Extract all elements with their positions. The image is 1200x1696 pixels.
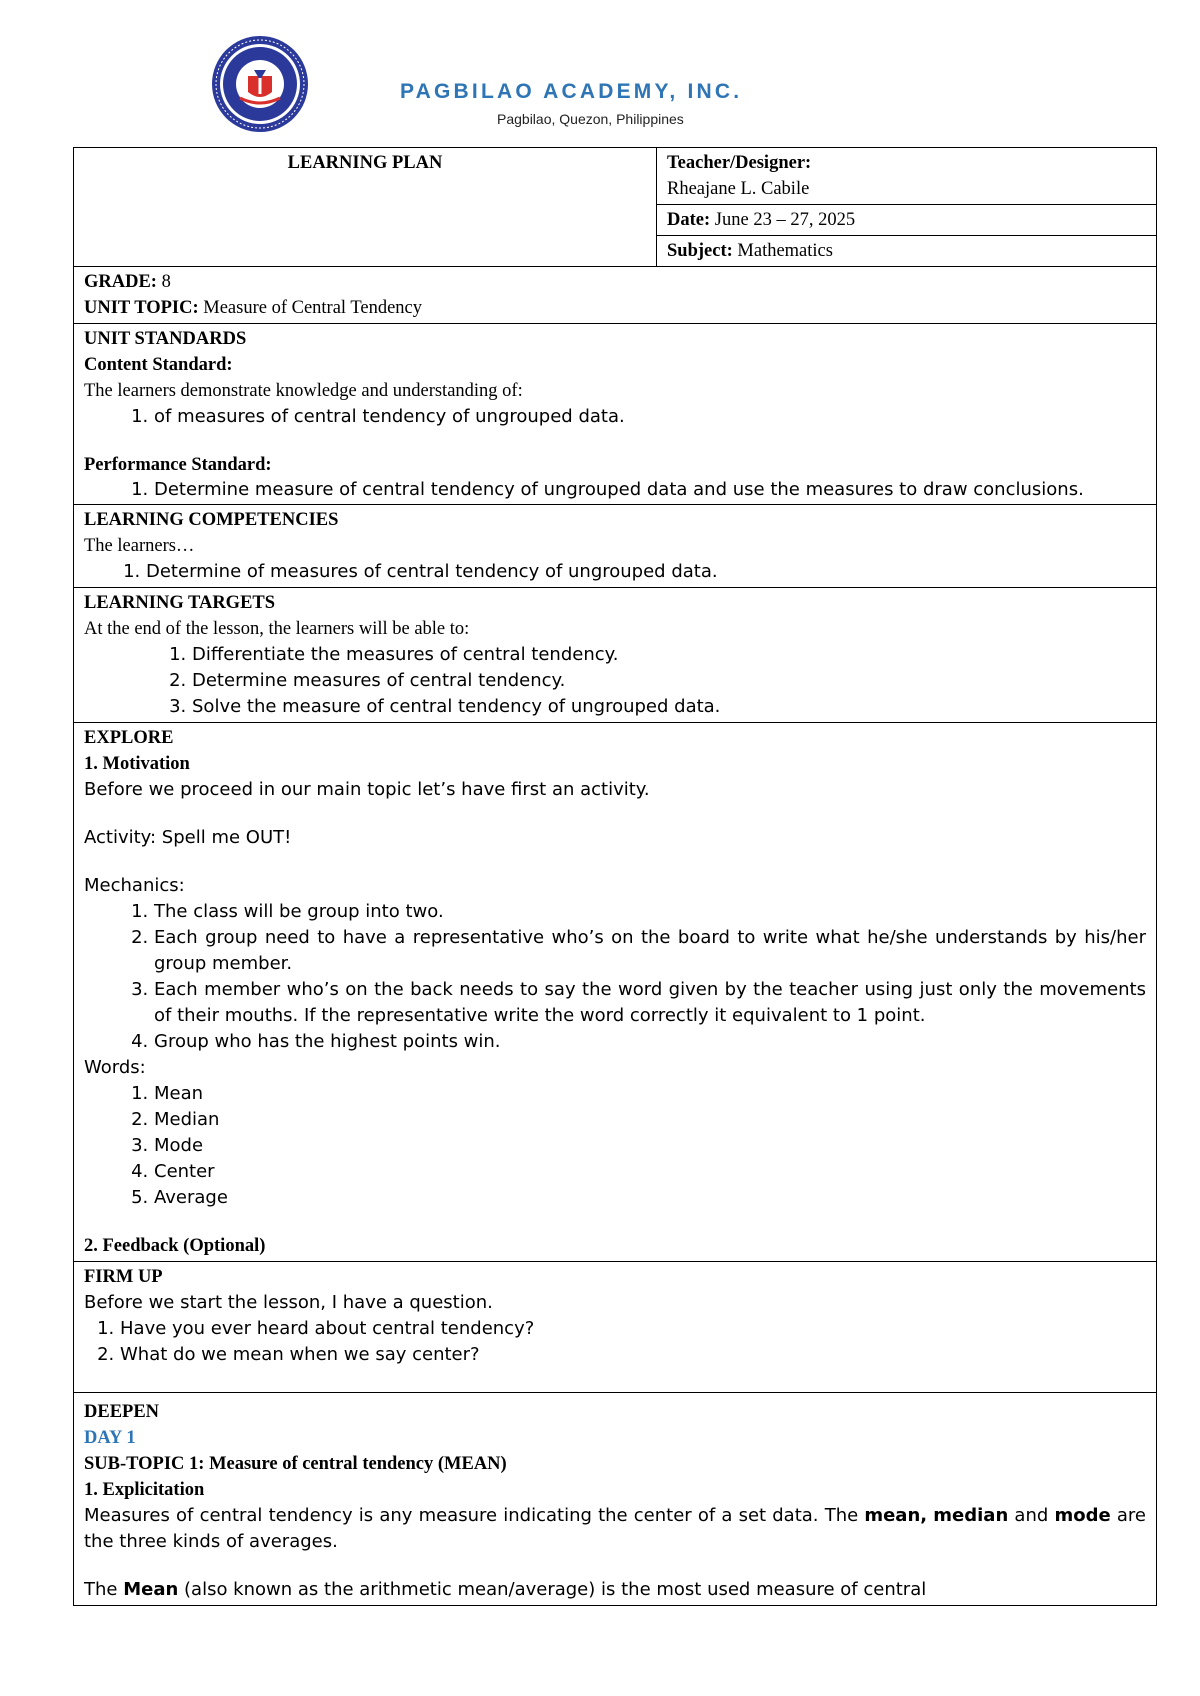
competencies-intro: The learners… xyxy=(84,536,195,556)
date-value: June 23 – 27, 2025 xyxy=(710,210,856,230)
subject-value: Mathematics xyxy=(732,241,833,261)
list-item: 1. The class will be group into two. xyxy=(154,899,1146,925)
list-item: 2. Each group need to have a representative who’s on the board to write what he/she understands by his/her group member. xyxy=(154,925,1146,977)
day-label: DAY 1 xyxy=(84,1428,136,1448)
list-item: 1. of measures of central tendency of ungrouped data. xyxy=(154,404,1146,430)
list-item: 2. What do we mean when we say center? xyxy=(120,1342,1146,1368)
unit-standards-heading: UNIT STANDARDS xyxy=(84,329,247,349)
words-list xyxy=(84,1081,1146,1211)
date-cell xyxy=(657,205,1157,236)
list-item: 2. Median xyxy=(154,1107,1146,1133)
performance-standard-list xyxy=(84,478,1146,502)
paragraph-text: Measures of central tendency is any measure indicating the center of a set data. The xyxy=(84,1505,865,1526)
firm-up-heading: FIRM UP xyxy=(84,1267,163,1287)
mechanics-list xyxy=(84,899,1146,1055)
list-item: 1. Differentiate the measures of central tendency. xyxy=(192,642,1146,668)
firm-up-list xyxy=(84,1316,1146,1368)
school-seal-logo xyxy=(210,34,310,134)
info-row xyxy=(74,148,1157,205)
date-label: Date: xyxy=(667,210,711,230)
activity-text: Activity: Spell me OUT! xyxy=(84,827,292,848)
motivation-text: Before we proceed in our main topic let’s have first an activity. xyxy=(84,779,650,800)
grade-cell xyxy=(74,267,1157,324)
competencies-cell xyxy=(74,505,1157,588)
plan-title-cell xyxy=(74,148,657,267)
content-standard-label: Content Standard: xyxy=(84,355,233,375)
learning-plan-table xyxy=(73,147,1157,1606)
paragraph-text: (also known as the arithmetic mean/average) is the most used measure of central xyxy=(178,1579,927,1600)
grade-label: GRADE: xyxy=(84,272,157,292)
list-item: 1. Mean xyxy=(154,1081,1146,1107)
list-item: 3. Mode xyxy=(154,1133,1146,1159)
list-item: 4. Group who has the highest points win. xyxy=(154,1029,1146,1055)
subtopic-label: SUB-TOPIC 1: Measure of central tendency (MEAN) xyxy=(84,1454,507,1474)
list-item: 3. Each member who’s on the back needs to say the word given by the teacher using just only the movements of their mouths. If the representative write the word correctly it equivalent to 1 point. xyxy=(154,977,1146,1029)
list-item: 4. Center xyxy=(154,1159,1146,1185)
grade-value: 8 xyxy=(156,272,171,292)
explicitation-label: 1. Explicitation xyxy=(84,1480,205,1500)
teacher-name: Rheajane L. Cabile xyxy=(667,179,810,199)
unit-topic-value: Measure of Central Tendency xyxy=(198,298,423,318)
subject-cell xyxy=(657,236,1157,267)
school-name: PAGBILAO ACADEMY, INC. xyxy=(400,80,743,103)
explore-heading: EXPLORE xyxy=(84,728,174,748)
list-item: 3. Solve the measure of central tendency of ungrouped data. xyxy=(192,694,1146,720)
list-item: 1. Determine of measures of central tendency of ungrouped data. xyxy=(146,559,1146,585)
mechanics-label: Mechanics: xyxy=(84,875,185,896)
paragraph-text: and xyxy=(1008,1505,1055,1526)
targets-list xyxy=(84,642,1146,720)
list-item: 5. Average xyxy=(154,1185,1146,1211)
explicitation-paragraph xyxy=(84,1503,1146,1555)
motivation-label: 1. Motivation xyxy=(84,754,190,774)
term-median: median xyxy=(933,1505,1009,1526)
teacher-label: Teacher/Designer: xyxy=(667,153,812,173)
plan-title: LEARNING PLAN xyxy=(287,153,443,173)
term-mean: Mean xyxy=(123,1579,179,1600)
unit-topic-label: UNIT TOPIC: xyxy=(84,298,199,318)
school-address: Pagbilao, Quezon, Philippines xyxy=(497,111,684,127)
firm-up-intro: Before we start the lesson, I have a question. xyxy=(84,1292,493,1313)
list-item: 1. Have you ever heard about central tendency? xyxy=(120,1316,1146,1342)
term-mean: mean, xyxy=(864,1505,928,1526)
targets-intro: At the end of the lesson, the learners will be able to: xyxy=(84,619,470,639)
explore-cell xyxy=(74,723,1157,1262)
list-item: 1. Determine measure of central tendency of ungrouped data and use the measures to draw conclusions. xyxy=(154,478,1146,502)
targets-heading: LEARNING TARGETS xyxy=(84,593,276,613)
targets-cell xyxy=(74,588,1157,723)
content-standard-intro: The learners demonstrate knowledge and understanding of: xyxy=(84,381,523,401)
performance-standard-label: Performance Standard: xyxy=(84,455,272,475)
term-mode: mode xyxy=(1054,1505,1111,1526)
competencies-list xyxy=(84,559,1146,585)
paragraph-text: The xyxy=(84,1579,124,1600)
teacher-cell xyxy=(657,148,1157,205)
competencies-heading: LEARNING COMPETENCIES xyxy=(84,510,339,530)
paragraph-text: are the three kinds of averages. xyxy=(84,1505,1146,1552)
firm-up-cell xyxy=(74,1262,1157,1393)
deepen-cell xyxy=(74,1393,1157,1606)
subject-label: Subject: xyxy=(667,241,733,261)
list-item: 2. Determine measures of central tendency. xyxy=(192,668,1146,694)
unit-standards-cell xyxy=(74,324,1157,505)
feedback-label: 2. Feedback (Optional) xyxy=(84,1236,266,1256)
content-standard-list xyxy=(84,404,1146,430)
words-label: Words: xyxy=(84,1057,146,1078)
deepen-heading: DEEPEN xyxy=(84,1402,160,1422)
letterhead xyxy=(0,0,1200,140)
mean-paragraph xyxy=(84,1577,1146,1603)
